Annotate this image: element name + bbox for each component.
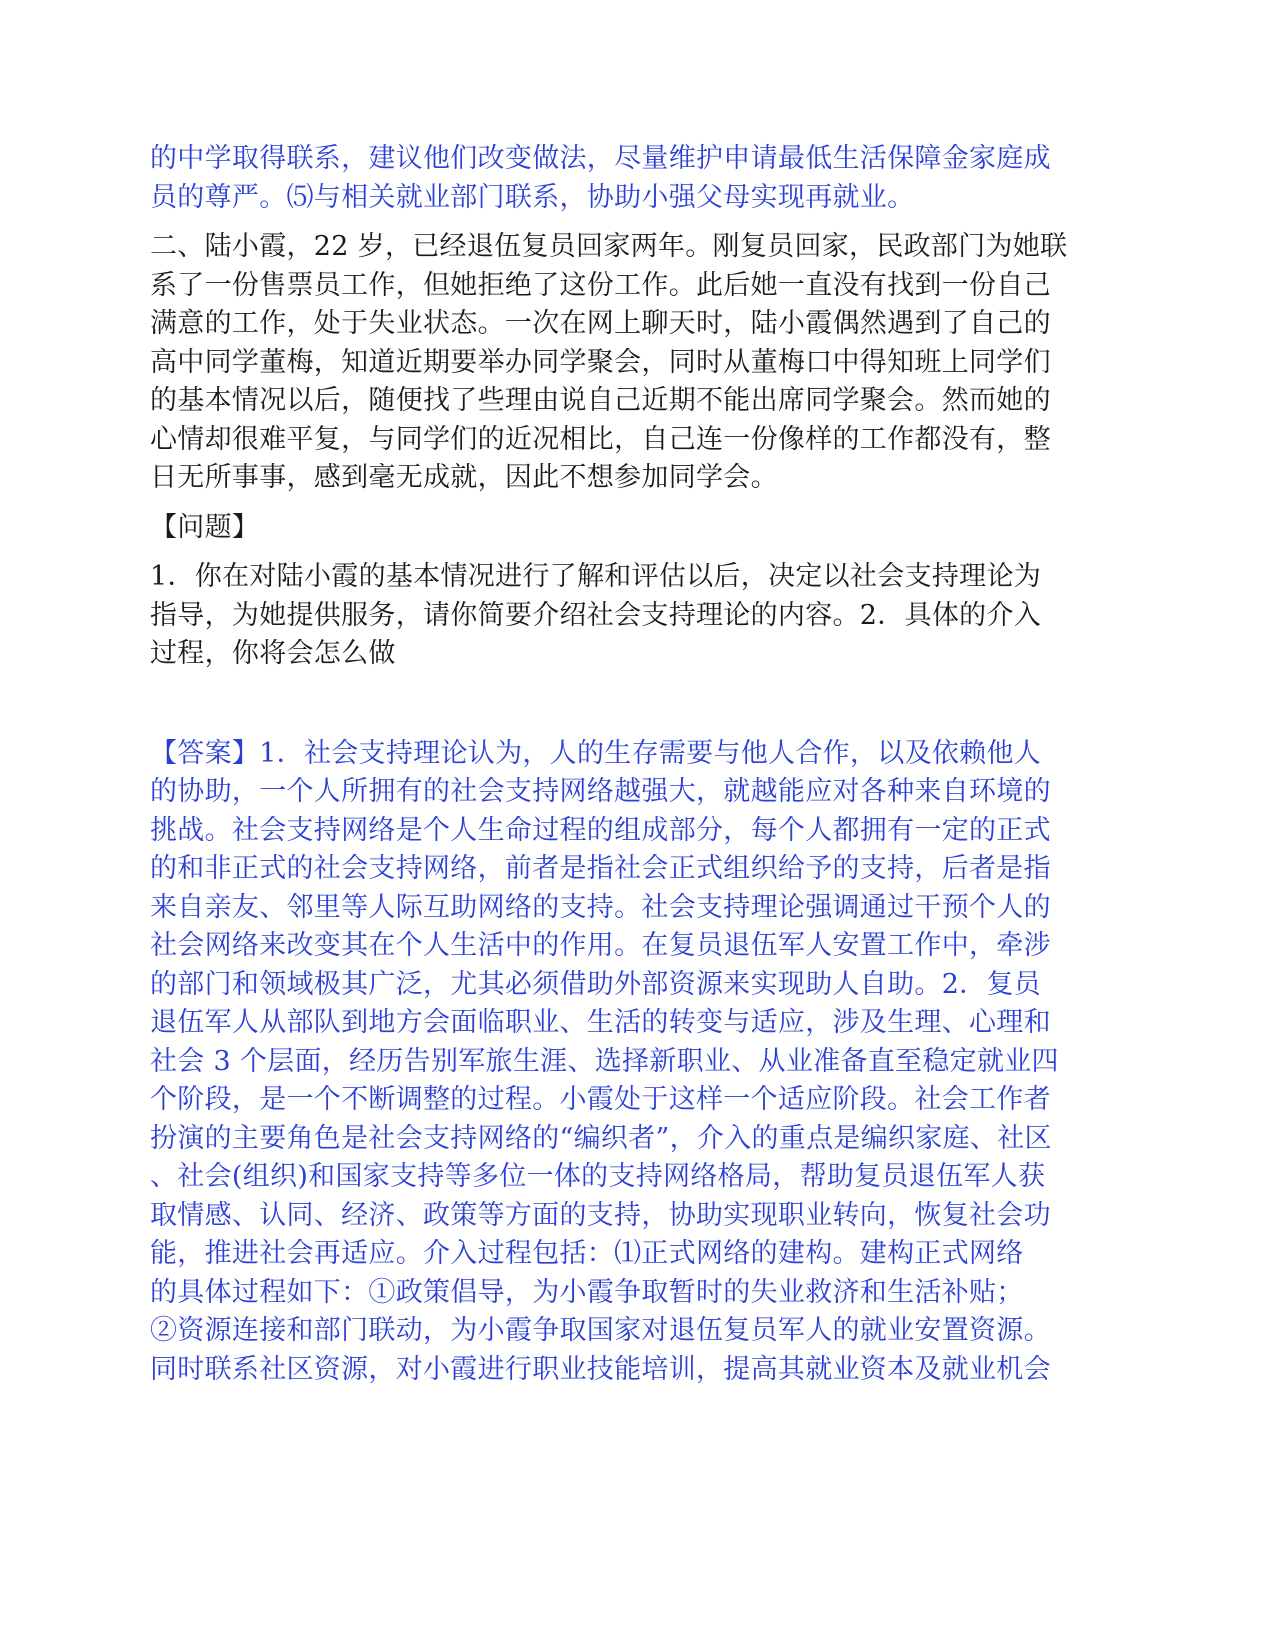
text-line: 同时联系社区资源，对小霞进行职业技能培训，提高其就业资本及就业机会 <box>150 1353 1051 1385</box>
text-line: 心情却很难平复，与同学们的近况相比，自己连一份像样的工作都没有，整 <box>150 423 1051 455</box>
spacer <box>150 685 1125 735</box>
text-line: 能，推进社会再适应。介入过程包括：⑴正式网络的建构。建构正式网络 <box>150 1238 1024 1269</box>
text-line: 的具体过程如下：①政策倡导，为小霞争取暂时的失业救济和生活补贴； <box>150 1276 1024 1308</box>
text-line: 挑战。社会支持网络是个人生命过程的组成部分，每个人都拥有一定的正式 <box>150 814 1051 846</box>
text-line: 过程，你将会怎么做 <box>150 638 396 669</box>
text-line: 【答案】1．社会支持理论认为，人的生存需要与他人合作，以及依赖他人 <box>150 737 1042 769</box>
text-line: 来自亲友、邻里等人际互助网络的支持。社会支持理论强调通过干预个人的 <box>150 891 1051 923</box>
text-line: 的和非正式的社会支持网络，前者是指社会正式组织给予的支持，后者是指 <box>150 853 1051 884</box>
heading-text: 【问题】 <box>150 511 260 543</box>
answer-text <box>150 735 1125 1390</box>
text-line: 社会网络来改变其在个人生活中的作用。在复员退伍军人安置工作中，牵涉 <box>150 930 1051 961</box>
text-line: ②资源连接和部门联动，为小霞争取国家对退伍复员军人的就业安置资源。 <box>150 1315 1051 1346</box>
case-description <box>150 228 1125 498</box>
text-line: 系了一份售票员工作，但她拒绝了这份工作。此后她一直没有找到一份自己 <box>150 269 1051 301</box>
text-line: 日无所事事，感到毫无成就，因此不想参加同学会。 <box>150 462 778 493</box>
previous-answer-continuation <box>150 140 1125 217</box>
text-line: 高中同学董梅，知道近期要举办同学聚会，同时从董梅口中得知班上同学们 <box>150 346 1051 378</box>
text-line: 的基本情况以后，随便找了些理由说自己近期不能出席同学聚会。然而她的 <box>150 385 1051 416</box>
question-text <box>150 558 1125 674</box>
text-line: 扮演的主要角色是社会支持网络的“编织者”，介入的重点是编织家庭、社区 <box>150 1122 1052 1154</box>
text-line: 指导，为她提供服务，请你简要介绍社会支持理论的内容。2．具体的介入 <box>150 599 1042 631</box>
document-page <box>150 140 1125 1400</box>
text-line: 、社会(组织)和国家支持等多位一体的支持网络格局，帮助复员退伍军人获 <box>150 1161 1046 1192</box>
text-line: 社会 3 个层面，经历告别军旅生涯、选择新职业、从业准备直至稳定就业四 <box>150 1045 1059 1077</box>
text-line: 二、陆小霞，22 岁，已经退伍复员回家两年。刚复员回家，民政部门为她联 <box>150 231 1068 262</box>
text-line: 的部门和领域极其广泛，尤其必须借助外部资源来实现助人自助。2．复员 <box>150 968 1042 1000</box>
text-line: 退伍军人从部队到地方会面临职业、生活的转变与适应，涉及生理、心理和 <box>150 1007 1051 1038</box>
text-line: 的协助，一个人所拥有的社会支持网络越强大，就越能应对各种来自环境的 <box>150 776 1051 807</box>
text-line: 员的尊严。⑸与相关就业部门联系，协助小强父母实现再就业。 <box>150 181 915 213</box>
text-line: 取情感、认同、经济、政策等方面的支持，协助实现职业转向，恢复社会功 <box>150 1199 1051 1231</box>
text-line: 满意的工作，处于失业状态。一次在网上聊天时，陆小霞偶然遇到了自己的 <box>150 308 1051 339</box>
text-line: 个阶段，是一个不断调整的过程。小霞处于这样一个适应阶段。社会工作者 <box>150 1084 1051 1115</box>
question-heading <box>150 509 1125 548</box>
text-line: 的中学取得联系，建议他们改变做法，尽量维护申请最低生活保障金家庭成 <box>150 143 1051 174</box>
text-line: 1．你在对陆小霞的基本情况进行了解和评估以后，决定以社会支持理论为 <box>150 561 1042 592</box>
